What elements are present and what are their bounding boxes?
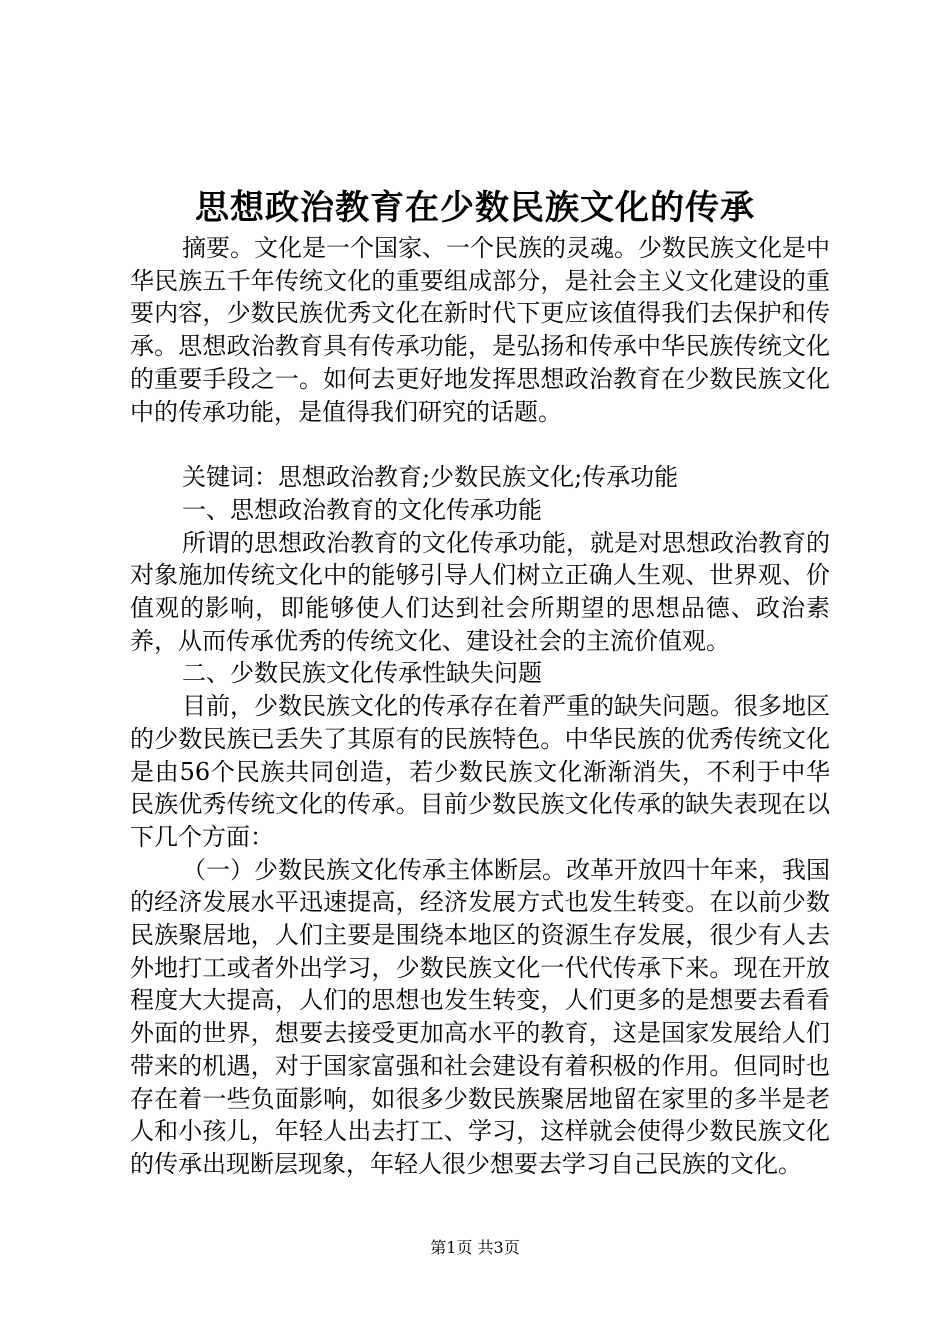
abstract-paragraph: 摘要。文化是一个国家、一个民族的灵魂。少数民族文化是中华民族五千年传统文化的重要组成部分，是社会主义文化建设的重要内容，少数民族优秀文化在新时代下更应该值得我们去保护和传承。思想政治教育具有传承功能，是弘扬和传承中华民族传统文化的重要手段之一。如何去更好地发挥思想政治教育在少数民族文化中的传承功能，是值得我们研究的话题。 xyxy=(130,234,830,426)
section-heading-2: 二、少数民族文化传承性缺失问题 xyxy=(182,659,542,688)
body-paragraph-2: 目前，少数民族文化的传承存在着严重的缺失问题。很多地区的少数民族已丢失了其原有的民族特色。中华民族的优秀传统文化是由56个民族共同创造，若少数民族文化渐渐消失，不利于中华民族优秀传统文化的传承。目前少数民族文化传承的缺失表现在以下几个方面： xyxy=(130,692,830,851)
paragraph-spacer xyxy=(130,428,830,461)
section-heading-1: 一、思想政治教育的文化传承功能 xyxy=(182,495,542,524)
keywords-line: 关键词：思想政治教育;少数民族文化;传承功能 xyxy=(182,463,679,492)
document-body xyxy=(130,232,830,1181)
body-paragraph-3: （一）少数民族文化传承主体断层。改革开放四十年来，我国的经济发展水平迅速提高，经济发展方式也发生转变。在以前少数民族聚居地，人们主要是围绕本地区的资源生存发展，很少有人去外地打工或者外出学习，少数民族文化一代代传承下来。现在开放程度大大提高，人们的思想也发生转变，人们更多的是想要去看看外面的世界，想要去接受更加高水平的教育，这是国家发展给人们带来的机遇，对于国家富强和社会建设有着积极的作用。但同时也存在着一些负面影响，如很多少数民族聚居地留在家里的多半是老人和小孩儿，年轻人出去打工、学习，这样就会使得少数民族文化的传承出现断层现象，年轻人很少想要去学习自己民族的文化。 xyxy=(130,855,830,1178)
body-paragraph-1: 所谓的思想政治教育的文化传承功能，就是对思想政治教育的对象施加传统文化中的能够引导人们树立正确人生观、世界观、价值观的影响，即能够使人们达到社会所期望的思想品德、政治素养，从而传承优秀的传统文化、建设社会的主流价值观。 xyxy=(130,528,830,655)
document-title: 思想政治教育在少数民族文化的传承 xyxy=(195,188,755,228)
page-footer: 第1页 共3页 xyxy=(430,1238,520,1257)
